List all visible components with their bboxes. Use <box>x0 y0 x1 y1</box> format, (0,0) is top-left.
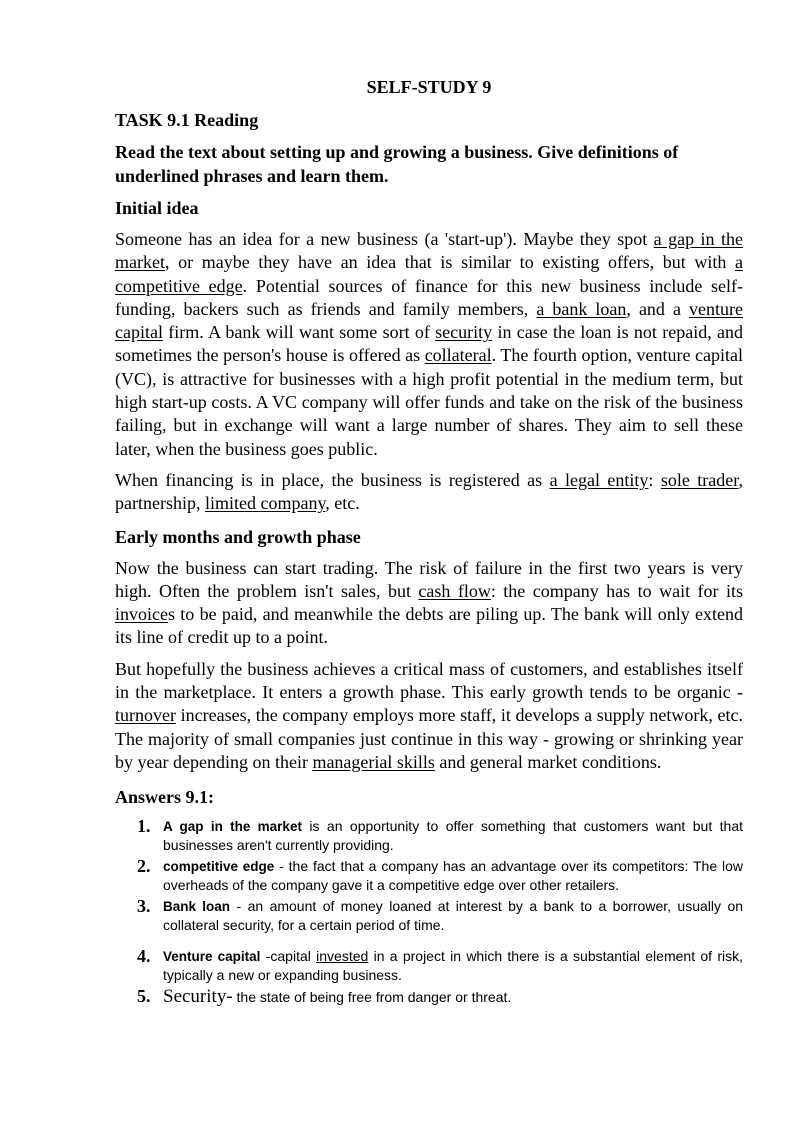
answer-text <box>163 817 743 855</box>
underlined-phrase-sole-trader: sole trader <box>660 469 739 490</box>
paragraph-trading <box>115 557 743 650</box>
text-run: . Potential sources of finance for this new business include self-funding, backers such as friends and family members, <box>115 275 744 319</box>
answer-item <box>115 947 743 985</box>
text-run: Now the business can start trading. The risk of failure in the first two years is very high. Often the problem isn't sales, but <box>115 557 743 601</box>
answer-definition: -capital <box>260 948 317 965</box>
text-run: , partnership, <box>115 469 743 514</box>
task-instruction: Read the text about setting up and growing a business. Give definitions of underlined phrases and learn them. <box>115 142 679 186</box>
page-title: SELF-STUDY 9 <box>366 77 492 97</box>
answer-definition: - the fact that a company has an advantage over its competitors: The low overheads of the company gave it a competitive edge over other retailers. <box>163 858 743 894</box>
text-run: : <box>648 469 661 490</box>
underlined-phrase-legal-entity: a legal entity <box>549 469 649 490</box>
answer-text <box>163 897 743 935</box>
text-run: When financing is in place, the business is registered as <box>115 469 550 490</box>
answer-definition: - an amount of money loaned at interest by a bank to a borrower, usually on collateral security, for a certain period of time. <box>163 898 744 934</box>
text-run: increases, the company employs more staff, it develops a supply network, etc. The majority of small companies just continue in this way - growing or shrinking year by year depending on their <box>115 705 743 772</box>
text-run: . The fourth option, venture capital (VC), is attractive for businesses with a high profit potential in the medium term, but high start-up costs. A VC company will offer funds and take on the risk of the business failing, but in exchange will want a large number of shares. They aim to sell these later, when the business goes public. <box>115 345 743 459</box>
paragraph-growth <box>115 658 743 774</box>
text-run: But hopefully the business achieves a critical mass of customers, and establishes itself in the marketplace. It enters a growth phase. This early growth tends to be organic - <box>115 658 743 703</box>
section-heading-growth-phase: Early months and growth phase <box>115 526 361 547</box>
underlined-phrase-cash-flow: cash flow <box>418 580 491 601</box>
answer-number: 3. <box>137 896 151 917</box>
underlined-phrase-venture-capital: venture capital <box>115 298 744 343</box>
underlined-phrase-turnover: turnover <box>115 705 176 726</box>
answer-term: Bank loan <box>163 899 231 915</box>
answer-text <box>163 987 743 1007</box>
underlined-word-invested: invested <box>316 948 369 965</box>
document-page <box>115 74 743 1009</box>
answers-heading: Answers 9.1: <box>115 787 214 808</box>
answer-number: 1. <box>137 816 151 837</box>
text-run: in case the loan is not repaid, and sometimes the person's house is offered as <box>115 322 743 366</box>
underlined-phrase-invoice: invoice <box>115 604 168 625</box>
answer-number: 2. <box>137 856 151 877</box>
answer-text <box>163 947 743 985</box>
underlined-phrase-collateral: collateral <box>424 345 492 366</box>
text-run: , etc. <box>325 493 360 514</box>
section-heading-initial-idea: Initial idea <box>115 198 199 218</box>
underlined-phrase-gap-in-market: a gap in the market <box>115 229 743 273</box>
answer-item <box>115 817 743 855</box>
paragraph-initial-idea <box>115 228 743 461</box>
task-heading: TASK 9.1 Reading <box>115 110 259 130</box>
answer-number: 4. <box>137 946 151 967</box>
answer-term: Venture capital <box>163 949 261 965</box>
text-run: Someone has an idea for a new business (a 'start-up'). Maybe they spot <box>115 229 654 249</box>
answer-number: 5. <box>137 986 151 1007</box>
underlined-phrase-competitive-edge: a competitive edge <box>115 252 743 296</box>
answer-item <box>115 987 743 1007</box>
text-run: firm. A bank will want some sort of <box>162 322 436 343</box>
text-run: s to be paid, and meanwhile the debts are piling up. The bank will only extend its line of credit up to a point. <box>115 604 743 648</box>
answer-definition: in a project in which there is a substantial element of risk, typically a new or expanding business. <box>163 948 743 984</box>
text-run: , and a <box>626 298 690 319</box>
paragraph-financing <box>115 469 743 516</box>
underlined-phrase-managerial-skills: managerial skills <box>312 751 435 772</box>
answer-item <box>115 857 743 895</box>
answer-item <box>115 897 743 935</box>
underlined-phrase-limited-company: limited company <box>204 493 326 514</box>
answer-term: Security- <box>163 986 233 1008</box>
text-run: : the company has to wait for its <box>490 580 743 601</box>
answers-list <box>115 817 743 1007</box>
underlined-phrase-bank-loan: a bank loan <box>536 298 627 319</box>
text-run: and general market conditions. <box>434 751 662 772</box>
answer-definition: is an opportunity to offer something that customers want but that businesses aren't currently providing. <box>163 818 743 854</box>
answer-text <box>163 857 743 895</box>
answer-term: A gap in the market <box>163 819 302 835</box>
text-run: , or maybe they have an idea that is similar to existing offers, but with <box>164 252 735 273</box>
underlined-phrase-security: security <box>435 322 493 343</box>
answer-definition: the state of being free from danger or threat. <box>232 989 512 1006</box>
answer-term: competitive edge <box>163 859 275 875</box>
